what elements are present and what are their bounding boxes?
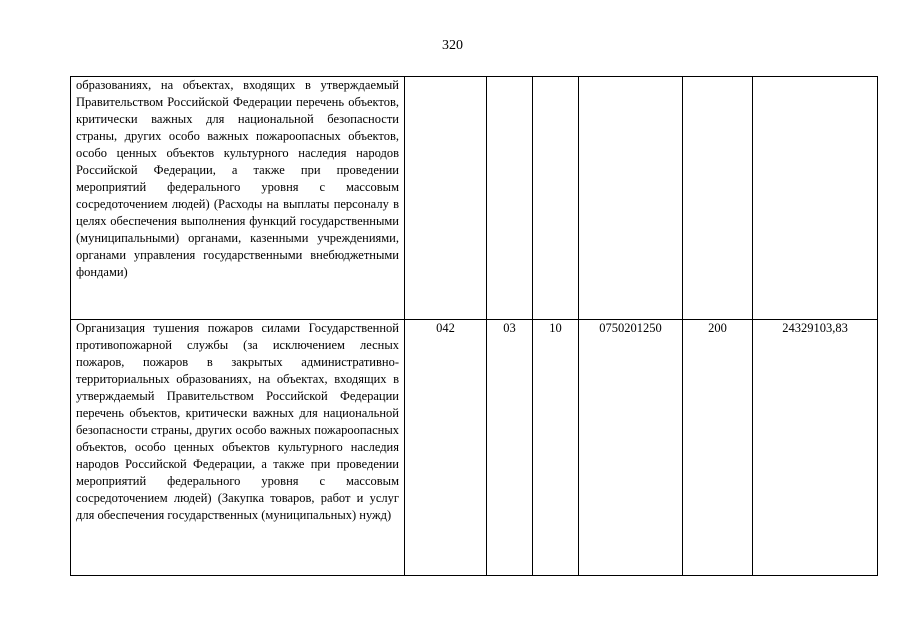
ministry-code-cell: 042	[405, 320, 487, 576]
ministry-code-cell	[405, 77, 487, 320]
table-row	[71, 320, 878, 576]
budget-table	[70, 76, 878, 576]
target-article-cell: 0750201250	[579, 320, 683, 576]
page-number: 320	[442, 38, 463, 53]
expense-type-cell	[683, 77, 753, 320]
section-code-cell: 03	[487, 320, 533, 576]
amount-cell	[753, 77, 878, 320]
description-cell: Организация тушения пожаров силами Государственной противопожарной службы (за исключением лесных пожаров, пожаров в закрытых административно-территориальных образованиях, на объектах, входящих в утверждаемый Правительством Российской Федерации перечень объектов, критически важных для национальной безопасности страны, других особо важных пожароопасных объектов, особо ценных объектов культурного наследия народов Российской Федерации, а также при проведении мероприятий федерального уровня с массовым сосредоточением людей) (Закупка товаров, работ и услуг для обеспечения государственных (муниципальных) нужд)	[71, 320, 405, 576]
target-article-cell	[579, 77, 683, 320]
subsection-code-cell	[533, 77, 579, 320]
section-code-cell	[487, 77, 533, 320]
table-row	[71, 77, 878, 320]
expense-type-cell: 200	[683, 320, 753, 576]
amount-cell: 24329103,83	[753, 320, 878, 576]
subsection-code-cell: 10	[533, 320, 579, 576]
description-cell: образованиях, на объектах, входящих в утверждаемый Правительством Российской Федерации перечень объектов, критически важных для национальной безопасности страны, других особо важных пожароопасных объектов, особо ценных объектов культурного наследия народов Российской Федерации, а также при проведении мероприятий федерального уровня с массовым сосредоточением людей) (Расходы на выплаты персоналу в целях обеспечения выполнения функций государственными (муниципальными) органами, казенными учреждениями, органами управления государственными внебюджетными фондами)	[71, 77, 405, 320]
